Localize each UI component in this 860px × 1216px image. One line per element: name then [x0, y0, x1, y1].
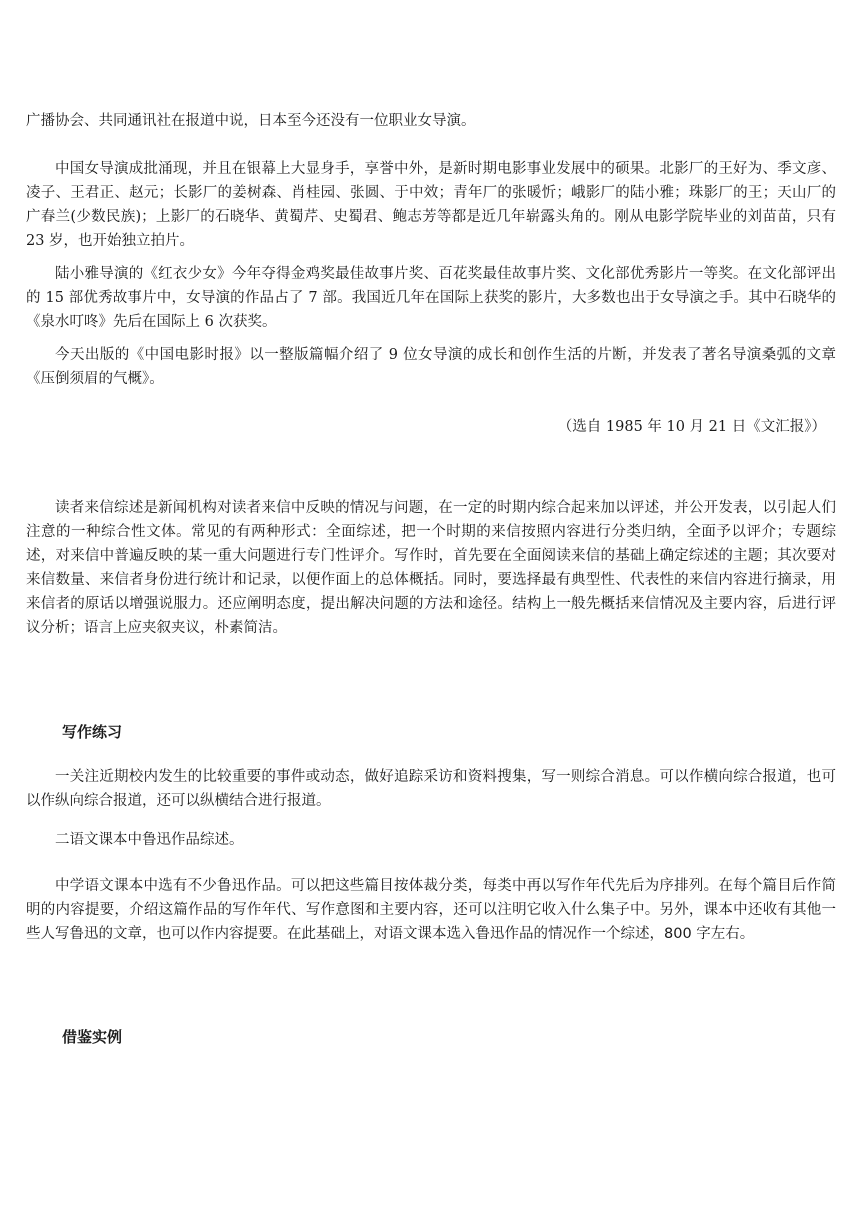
article-source: （选自 1985 年 10 月 21 日《文汇报》）: [557, 419, 826, 435]
practice-item-1: [26, 765, 836, 813]
practice-item-1-number: 一: [55, 769, 70, 785]
article-paragraph-1: 中国女导演成批涌现，并且在银幕上大显身手，享誉中外，是新时期电影事业发展中的硕果。北影厂的王好为、季文彦、凌子、王君正、赵元；长影厂的姜树森、肖桂园、张圆、于中效；青年厂的张暖忻；峨影厂的陆小雅；珠影厂的王；天山厂的广春兰(少数民族)；上影厂的石晓华、黄蜀芹、史蜀君、鲍志芳等都是近几年崭露头角的。刚从电影学院毕业的刘苗苗，只有 23 岁，也开始独立拍片。: [26, 161, 836, 249]
article-paragraph-2: 陆小雅导演的《红衣少女》今年夺得金鸡奖最佳故事片奖、百花奖最佳故事片奖、文化部优秀影片一等奖。在文化部评出的 15 部优秀故事片中，女导演的作品占了 7 部。我国近几年在国际上获奖的影片，大多数也出于女导演之手。其中石晓华的《泉水叮咚》先后在国际上 6 次获奖。: [26, 266, 836, 330]
explanation-paragraph: 读者来信综述是新闻机构对读者来信中反映的情况与问题，在一定的时期内综合起来加以评述，并公开发表，以引起人们注意的一种综合性文体。常见的有两种形式：全面综述，把一个时期的来信按照内容进行分类归纳，全面予以评介；专题综述，对来信中普遍反映的某一重大问题进行专门性评介。写作时，首先要在全面阅读来信的基础上确定综述的主题；其次要对来信数量、来信者身份进行统计和记录，以便作面上的总体概括。同时，要选择最有典型性、代表性的来信内容进行摘录，用来信者的原话以增强说服力。还应阐明态度，提出解决问题的方法和途径。结构上一般先概括来信情况及主要内容，后进行评议分析；语言上应夹叙夹议，朴素简洁。: [26, 500, 836, 636]
practice-item-2-text: 语文课本中鲁迅作品综述。: [69, 832, 244, 848]
practice-item-1-text: 关注近期校内发生的比较重要的事件或动态，做好追踪采访和资料搜集，写一则综合消息。可以作横向综合报道，也可以作纵向综合报道，还可以纵横结合进行报道。: [26, 769, 837, 809]
article-paragraph-0: 广播协会、共同通讯社在报道中说，日本至今还没有一位职业女导演。: [26, 113, 476, 129]
article-paragraph-3: 今天出版的《中国电影时报》以一整版篇幅介绍了 9 位女导演的成长和创作生活的片断，并发表了著名导演桑弧的文章《压倒须眉的气概》。: [26, 347, 836, 387]
practice-item-2-number: 二: [55, 832, 70, 848]
practice-item-2-detail: 中学语文课本中选有不少鲁迅作品。可以把这些篇目按体裁分类，每类中再以写作年代先后为序排列。在每个篇目后作简明的内容提要，介绍这篇作品的写作年代、写作意图和主要内容，还可以注明它收入什么集子中。另外，课本中还收有其他一些人写鲁迅的文章，也可以作内容提要。在此基础上，对语文课本选入鲁迅作品的情况作一个综述，800 字左右。: [26, 878, 836, 942]
examples-heading: 借鉴实例: [62, 1028, 123, 1046]
practice-heading: 写作练习: [62, 723, 123, 741]
practice-item-2: [26, 828, 836, 852]
